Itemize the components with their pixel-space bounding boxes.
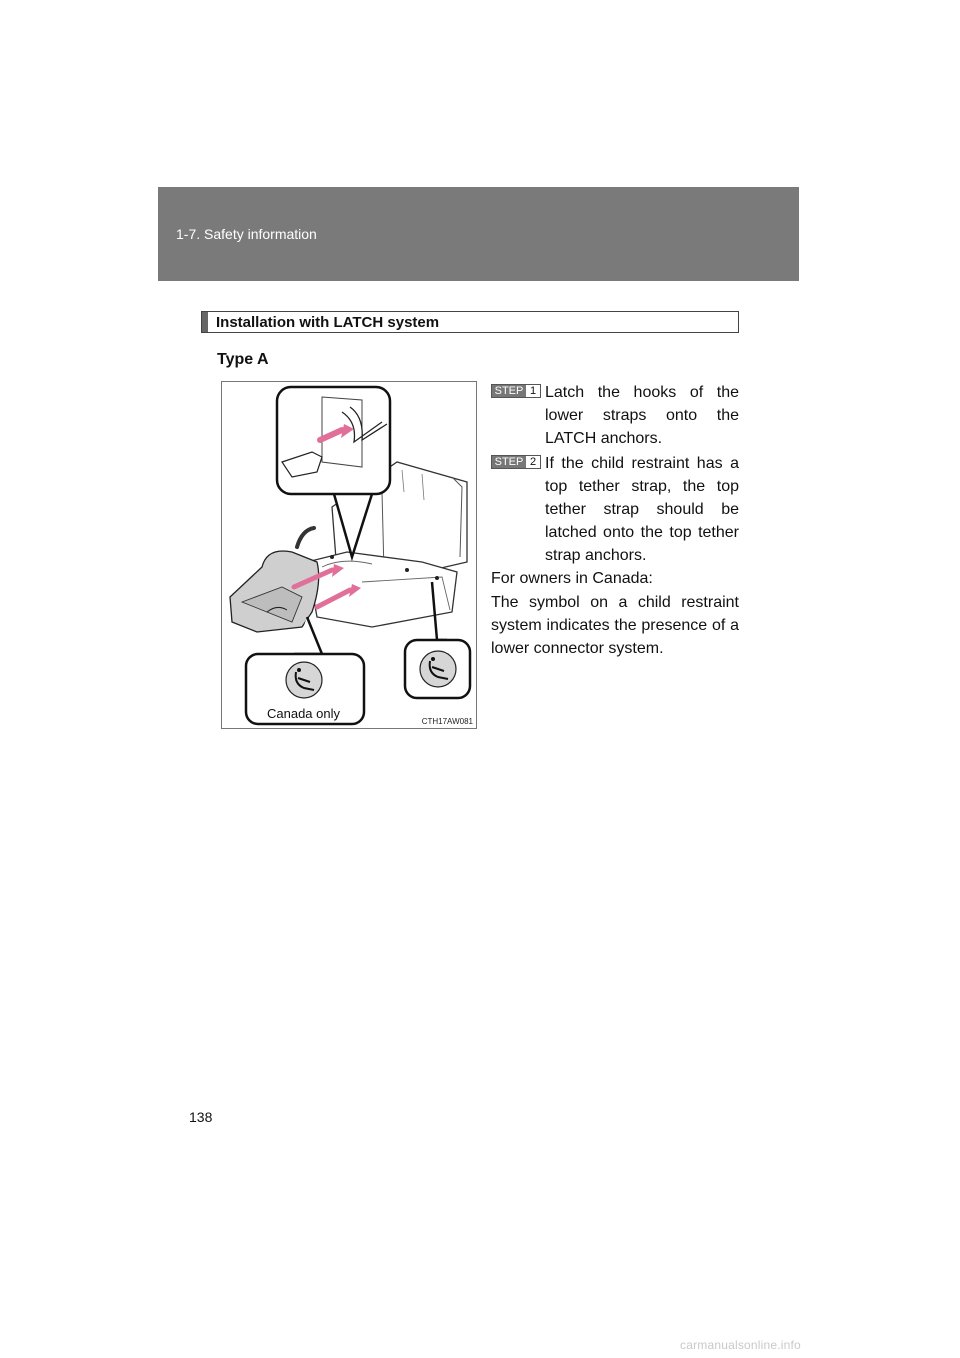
step-badge <box>491 384 541 398</box>
step-badge-number: 1 <box>526 385 540 397</box>
step-text: If the child restraint has a top tether strap, the top tether strap should be latched onto the top tether strap anchors. <box>545 455 739 564</box>
figure-code: CTH17AW081 <box>421 717 473 726</box>
step-text: Latch the hooks of the lower straps onto the LATCH anchors. <box>545 384 739 447</box>
step-1 <box>491 381 739 450</box>
type-label: Type A <box>217 351 269 368</box>
canada-note-heading: For owners in Canada: <box>491 570 653 587</box>
canada-only-label: Canada only <box>267 706 340 721</box>
heading-accent-bar <box>202 312 208 332</box>
step-badge-label: STEP <box>492 385 526 397</box>
heading-text: Installation with LATCH system <box>216 314 440 331</box>
latch-installation-illustration <box>221 381 477 729</box>
step-badge-number: 2 <box>526 456 540 468</box>
step-badge-label: STEP <box>492 456 526 468</box>
canada-note-body: The symbol on a child restraint system indicates the presence of a lower connector system. <box>491 594 739 657</box>
step-badge <box>491 455 541 469</box>
page-number: 138 <box>189 1109 213 1125</box>
step-2 <box>491 452 739 567</box>
illustration-svg <box>222 382 477 729</box>
section-title: 1-7. Safety information <box>176 226 317 242</box>
section-heading <box>201 311 739 333</box>
watermark: carmanualsonline.info <box>680 1338 801 1352</box>
